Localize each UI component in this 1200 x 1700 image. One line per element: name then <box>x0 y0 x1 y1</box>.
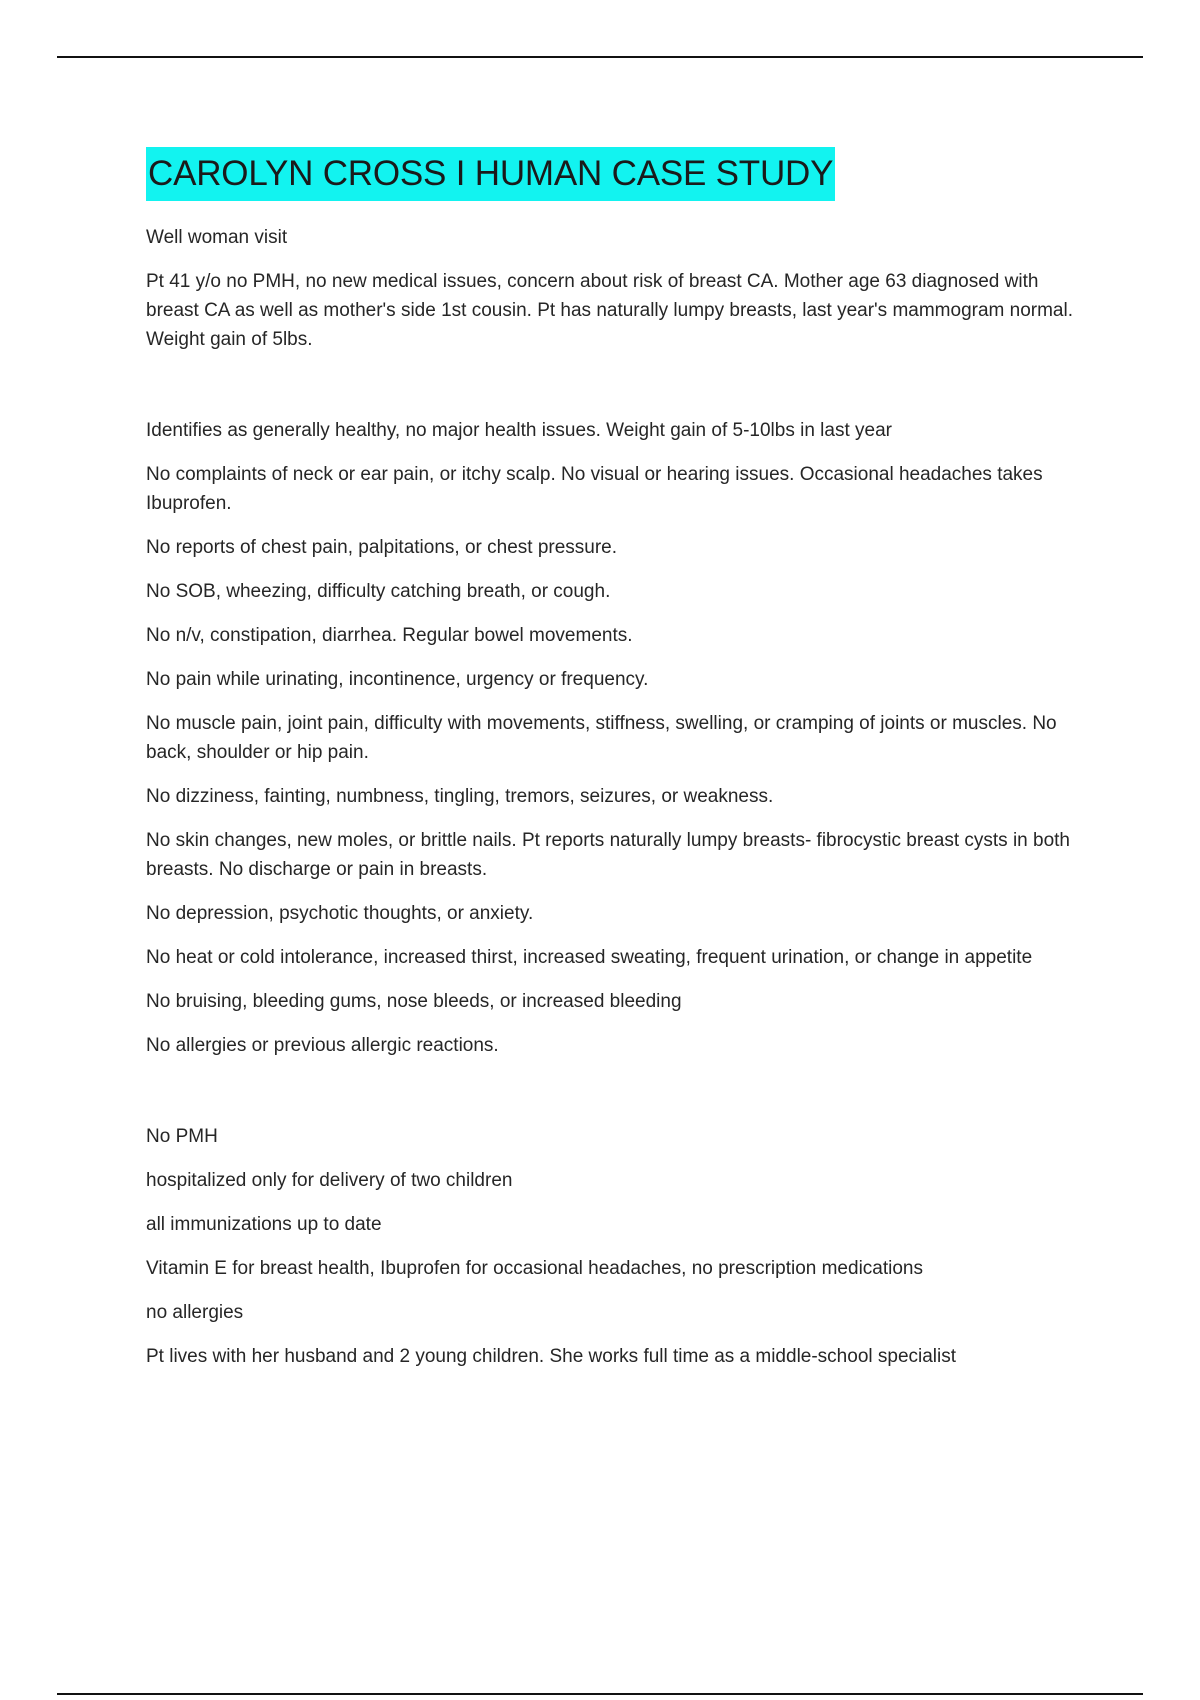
history-immunizations: all immunizations up to date <box>146 1214 382 1235</box>
header-rule <box>57 56 1143 58</box>
ros-cardiac: No reports of chest pain, palpitations, or chest pressure. <box>146 537 618 558</box>
ros-respiratory: No SOB, wheezing, difficulty catching breath, or cough. <box>146 581 611 602</box>
ros-neurological: No dizziness, fainting, numbness, tingling, tremors, seizures, or weakness. <box>146 786 774 807</box>
ros-skin-breasts: No skin changes, new moles, or brittle nails. Pt reports naturally lumpy breasts- fibrocystic breast cysts in both breasts. No discharge or pain in breasts. <box>146 830 1070 880</box>
history-hospitalizations: hospitalized only for delivery of two children <box>146 1170 513 1191</box>
history-social: Pt lives with her husband and 2 young children. She works full time as a middle-school specialist <box>146 1346 957 1367</box>
document-title: CAROLYN CROSS I HUMAN CASE STUDY <box>146 147 835 201</box>
history-medications: Vitamin E for breast health, Ibuprofen for occasional headaches, no prescription medications <box>146 1258 923 1279</box>
ros-musculoskeletal: No muscle pain, joint pain, difficulty with movements, stiffness, swelling, or cramping of joints or muscles. No back, shoulder or hip pain. <box>146 713 1057 763</box>
ros-gastrointestinal: No n/v, constipation, diarrhea. Regular bowel movements. <box>146 625 633 646</box>
chief-concern: Pt 41 y/o no PMH, no new medical issues, concern about risk of breast CA. Mother age 63 diagnosed with breast CA as well as mother's side 1st cousin. Pt has naturally lumpy breasts, last year's mammogram normal. Weight gain of 5lbs. <box>146 271 1074 350</box>
document-body <box>146 147 1096 1386</box>
ros-hematologic: No bruising, bleeding gums, nose bleeds, or increased bleeding <box>146 991 682 1012</box>
ros-endocrine: No heat or cold intolerance, increased thirst, increased sweating, frequent urination, or change in appetite <box>146 947 1033 968</box>
ros-general: Identifies as generally healthy, no major health issues. Weight gain of 5-10lbs in last year <box>146 420 892 441</box>
ros-heent: No complaints of neck or ear pain, or itchy scalp. No visual or hearing issues. Occasional headaches takes Ibuprofen. <box>146 464 1043 514</box>
ros-allergic: No allergies or previous allergic reactions. <box>146 1035 499 1056</box>
section-gap <box>146 1075 1096 1122</box>
history-pmh: No PMH <box>146 1126 218 1147</box>
history-allergies: no allergies <box>146 1302 244 1323</box>
footer-rule <box>57 1693 1143 1695</box>
section-gap <box>146 369 1096 416</box>
ros-psychiatric: No depression, psychotic thoughts, or anxiety. <box>146 903 534 924</box>
visit-type: Well woman visit <box>146 227 288 248</box>
ros-genitourinary: No pain while urinating, incontinence, urgency or frequency. <box>146 669 649 690</box>
